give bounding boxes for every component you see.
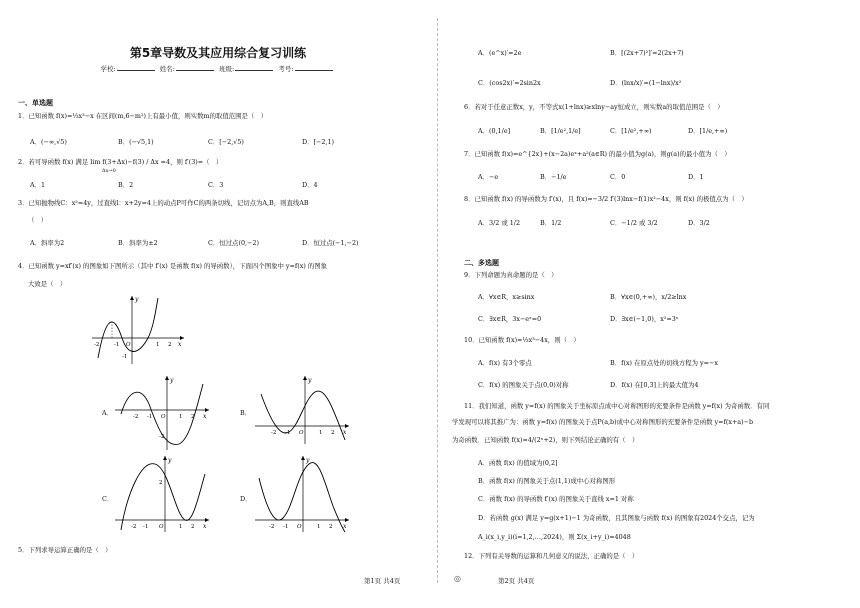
q4-graph-d[interactable] bbox=[253, 454, 353, 534]
question-1: 1．已知函数 f(x)=⅓x³−x 在区间(m,6−m²)上有最小值，则实数m的取值范围是（ ） bbox=[18, 112, 268, 120]
q1-option-a[interactable]: A．(−∞,√5) bbox=[30, 138, 67, 146]
section-multi-choice: 二、多选题 bbox=[464, 259, 499, 267]
b-tick-p1: 1 bbox=[319, 430, 323, 436]
ref-y-label: y bbox=[135, 296, 139, 303]
q4-graph-c[interactable] bbox=[113, 454, 213, 534]
student-info-line bbox=[18, 64, 418, 73]
q1-option-b[interactable]: B．(−√5,1) bbox=[118, 138, 154, 146]
question-11-line1: 11．我们知道，函数 y=f(x) 的图象关于坐标原点成中心对称图形的充要条件是函数 y=f(x) 为奇函数．有同 bbox=[464, 402, 770, 410]
q5-option-c[interactable]: C．(cos2x)′=2sin2x bbox=[478, 79, 541, 87]
q4-option-d[interactable]: D． bbox=[240, 495, 252, 503]
q3-paren: （ ） bbox=[28, 216, 48, 224]
q3-option-c[interactable]: C．恒过点(0,−2) bbox=[208, 239, 259, 247]
b-y-label: y bbox=[308, 377, 312, 384]
class-blank[interactable] bbox=[235, 70, 273, 71]
q5-option-d[interactable]: D．(lnx/x)′=(1−lnx)/x² bbox=[610, 79, 682, 87]
a-tick-y-n2: -2 bbox=[159, 434, 165, 440]
a-tick-n1: -1 bbox=[147, 414, 153, 420]
c-origin: O bbox=[159, 524, 164, 530]
b-tick-p2: 2 bbox=[331, 430, 335, 436]
q10-option-d[interactable]: D．f(x) 在[0,3]上的最大值为4 bbox=[610, 381, 699, 389]
question-8: 8．已知函数 f(x) 的导函数为 f′(x)，且 f(x)=−3/2 f′(3)lnx−f(1)x²−4x，则 f(x) 的极值点为（ ） bbox=[464, 195, 748, 203]
question-11-line3: 为奇函数．已知函数 f(x)=4/(2ˣ+2)，则下列结论正确的有（ ） bbox=[452, 436, 639, 444]
school-blank[interactable] bbox=[117, 70, 155, 71]
page-title: 第5章导数及其应用综合复习训练 bbox=[129, 46, 307, 60]
q1-option-d[interactable]: D．[−2,1) bbox=[302, 138, 335, 146]
q8-option-c[interactable]: C．−1/2 或 3/2 bbox=[610, 219, 658, 227]
q4-graph-a[interactable] bbox=[113, 374, 213, 452]
footer-right-page: 第2页 共4页 bbox=[498, 577, 535, 585]
question-2: 2．若可导函数 f(x) 满足 lim f(3+Δx)−f(3) / Δx =4，则 f′(3)=（ ） bbox=[18, 158, 223, 166]
c-tick-n2: -2 bbox=[131, 524, 137, 530]
q11-option-a[interactable]: A．函数 f(x) 的值域为(0,2] bbox=[478, 459, 558, 467]
d-tick-p2: 2 bbox=[329, 524, 333, 530]
q10-option-a[interactable]: A．f(x) 有3个零点 bbox=[478, 359, 532, 367]
q5-option-a[interactable]: A．(e^x)′=2e bbox=[478, 49, 522, 57]
q11-option-b[interactable]: B．函数 f(x) 的图象关于点(1,1)成中心对称图形 bbox=[478, 477, 616, 485]
c-x-label: x bbox=[203, 523, 207, 530]
q2-limit-subscript: Δx→0 bbox=[102, 168, 116, 174]
b-origin: O bbox=[299, 430, 304, 436]
q9-option-c[interactable]: C．∃x∈R，3x−eˣ=0 bbox=[478, 315, 542, 323]
question-4-cont: 大致是（ ） bbox=[28, 280, 67, 288]
footer-left-page: 第1页 共4页 bbox=[364, 577, 401, 585]
class-label: 班级: bbox=[219, 65, 235, 73]
a-origin: O bbox=[161, 414, 166, 420]
q9-option-b[interactable]: B．∀x∈(0,+∞)，x/2≥lnx bbox=[610, 293, 687, 301]
b-tick-n1: -1 bbox=[285, 430, 291, 436]
q8-option-a[interactable]: A．3/2 或 1/2 bbox=[478, 219, 521, 227]
a-tick-p1: 1 bbox=[179, 414, 183, 420]
ref-origin: O bbox=[126, 342, 131, 348]
q7-option-c[interactable]: C．0 bbox=[610, 173, 626, 181]
q3-option-b[interactable]: B．斜率为±2 bbox=[118, 239, 158, 247]
c-y-label: y bbox=[168, 457, 172, 464]
d-tick-n2: -2 bbox=[269, 524, 275, 530]
name-blank[interactable] bbox=[176, 70, 214, 71]
q11-option-d-cont: A_i(x_i,y_i)(i=1,2,…,2024)，则 Σ(x_i+y_i)=4048 bbox=[478, 533, 631, 541]
q3-option-d[interactable]: D．恒过点(−1,−2) bbox=[302, 239, 359, 247]
d-y-label: y bbox=[306, 457, 310, 464]
ref-tick-p2: 2 bbox=[168, 342, 172, 348]
ref-tick-n2: -2 bbox=[94, 342, 100, 348]
q2-option-d[interactable]: D．4 bbox=[302, 181, 318, 189]
c-tick-n1: -1 bbox=[143, 524, 149, 530]
q3-option-a[interactable]: A．斜率为2 bbox=[30, 239, 65, 247]
d-origin: O bbox=[297, 524, 302, 530]
ref-x-label: x bbox=[178, 341, 182, 348]
q7-option-d[interactable]: D．1 bbox=[688, 173, 704, 181]
q6-option-b[interactable]: B．[1/e²,1/e] bbox=[540, 127, 581, 135]
d-tick-n1: -1 bbox=[283, 524, 289, 530]
q4-option-c[interactable]: C． bbox=[102, 495, 114, 503]
q8-option-d[interactable]: D．3/2 bbox=[688, 219, 710, 227]
q7-option-b[interactable]: B．−1/e bbox=[540, 173, 567, 181]
name-label: 姓名: bbox=[159, 65, 175, 73]
section-single-choice: 一、单选题 bbox=[18, 99, 53, 107]
q10-option-c[interactable]: C．f(x) 的图象关于点(0,0)对称 bbox=[478, 381, 569, 389]
q8-option-b[interactable]: B．1/2 bbox=[540, 219, 562, 227]
q9-option-d[interactable]: D．∃x∈(−1,0)，x²=3ˣ bbox=[610, 315, 679, 323]
q5-option-b[interactable]: B．[(2x+7)²]′=2(2x+7) bbox=[610, 49, 684, 57]
q4-option-a[interactable]: A． bbox=[102, 409, 114, 417]
question-5: 5．下列求导运算正确的是（ ） bbox=[18, 546, 112, 554]
exam-no-blank[interactable] bbox=[295, 70, 333, 71]
q2-option-c[interactable]: C．3 bbox=[208, 181, 224, 189]
q4-graph-b[interactable] bbox=[253, 374, 353, 446]
q4-option-b[interactable]: B． bbox=[240, 409, 252, 417]
c-tick-p2: 2 bbox=[191, 524, 195, 530]
a-x-label: x bbox=[203, 413, 207, 420]
ref-tick-p1: 1 bbox=[156, 342, 160, 348]
question-7: 7．已知函数 f(x)=e^{2x}+(x−2a)eˣ+a²(a∈R) 的最小值为g(a)，则g(a)的最小值为（ ） bbox=[464, 150, 731, 158]
question-9: 9．下列命题为真命题的是（ ） bbox=[464, 271, 558, 279]
q6-option-c[interactable]: C．[1/e²,+∞) bbox=[610, 127, 652, 135]
reference-graph bbox=[88, 294, 188, 368]
exam-no-label: 考号: bbox=[278, 65, 294, 73]
c-tick-y-p2: 2 bbox=[159, 480, 163, 486]
q7-option-a[interactable]: A．−e bbox=[478, 173, 499, 181]
q9-option-a[interactable]: A．∀x∈R，x≥sinx bbox=[478, 293, 535, 301]
question-4: 4．已知函数 y=xf′(x) 的图象如下图所示（其中 f′(x) 是函数 f(x) 的导函数），下面四个图象中 y=f(x) 的图象 bbox=[18, 262, 328, 270]
a-tick-p2: 2 bbox=[191, 414, 195, 420]
q11-option-c[interactable]: C．函数 f(x) 的导函数 f′(x) 的图象关于直线 x=1 对称 bbox=[478, 495, 634, 503]
d-x-label: x bbox=[343, 523, 347, 530]
q2-option-b[interactable]: B．2 bbox=[118, 181, 134, 189]
b-x-label: x bbox=[343, 429, 347, 436]
q2-option-a[interactable]: A．1 bbox=[30, 181, 46, 189]
d-tick-p1: 1 bbox=[317, 524, 321, 530]
question-3: 3．已知抛物线C：x²=4y，过直线l：x+2y=4上的动点P可作C的两条切线，记切点为A,B，则直线AB bbox=[18, 199, 309, 207]
q6-option-a[interactable]: A．(0,1/e] bbox=[478, 127, 511, 135]
q10-option-b[interactable]: B．f(x) 在原点处的切线方程为 y=−x bbox=[610, 359, 718, 367]
q1-option-c[interactable]: C．[−2,√5) bbox=[208, 138, 244, 146]
question-11-line2: 学发现可以将其推广为：函数 y=f(x) 的图象关于点P(a,b)成中心对称图形的充要条件是函数 y=f(x+a)−b bbox=[452, 418, 754, 426]
a-y-label: y bbox=[170, 377, 174, 384]
question-10: 10．已知函数 f(x)=⅓x³−4x，则（ ） bbox=[464, 336, 580, 344]
q6-option-d[interactable]: D．[1/e,+∞) bbox=[688, 127, 728, 135]
column-divider bbox=[437, 18, 438, 583]
binding-mark: ◎ bbox=[454, 574, 461, 583]
a-tick-n2: -2 bbox=[133, 414, 139, 420]
school-label: 学校: bbox=[100, 65, 116, 73]
ref-tick-y-n1: -1 bbox=[122, 354, 128, 360]
question-6: 6．若对于任意正数x，y，不等式x(1+lnx)≥xlny−ay恒成立，则实数a的取值范围是（ ） bbox=[464, 103, 724, 111]
ref-tick-n1: -1 bbox=[114, 342, 120, 348]
c-tick-p1: 1 bbox=[179, 524, 183, 530]
b-tick-n2: -2 bbox=[271, 430, 277, 436]
q11-option-d[interactable]: D．若函数 g(x) 满足 y=g(x+1)−1 为奇函数，且其图象与函数 f(x) 的图象有2024个交点，记为 bbox=[478, 514, 755, 522]
question-12: 12．下列有关导数的运算和几何意义的说法，正确的是（ ） bbox=[464, 552, 639, 560]
